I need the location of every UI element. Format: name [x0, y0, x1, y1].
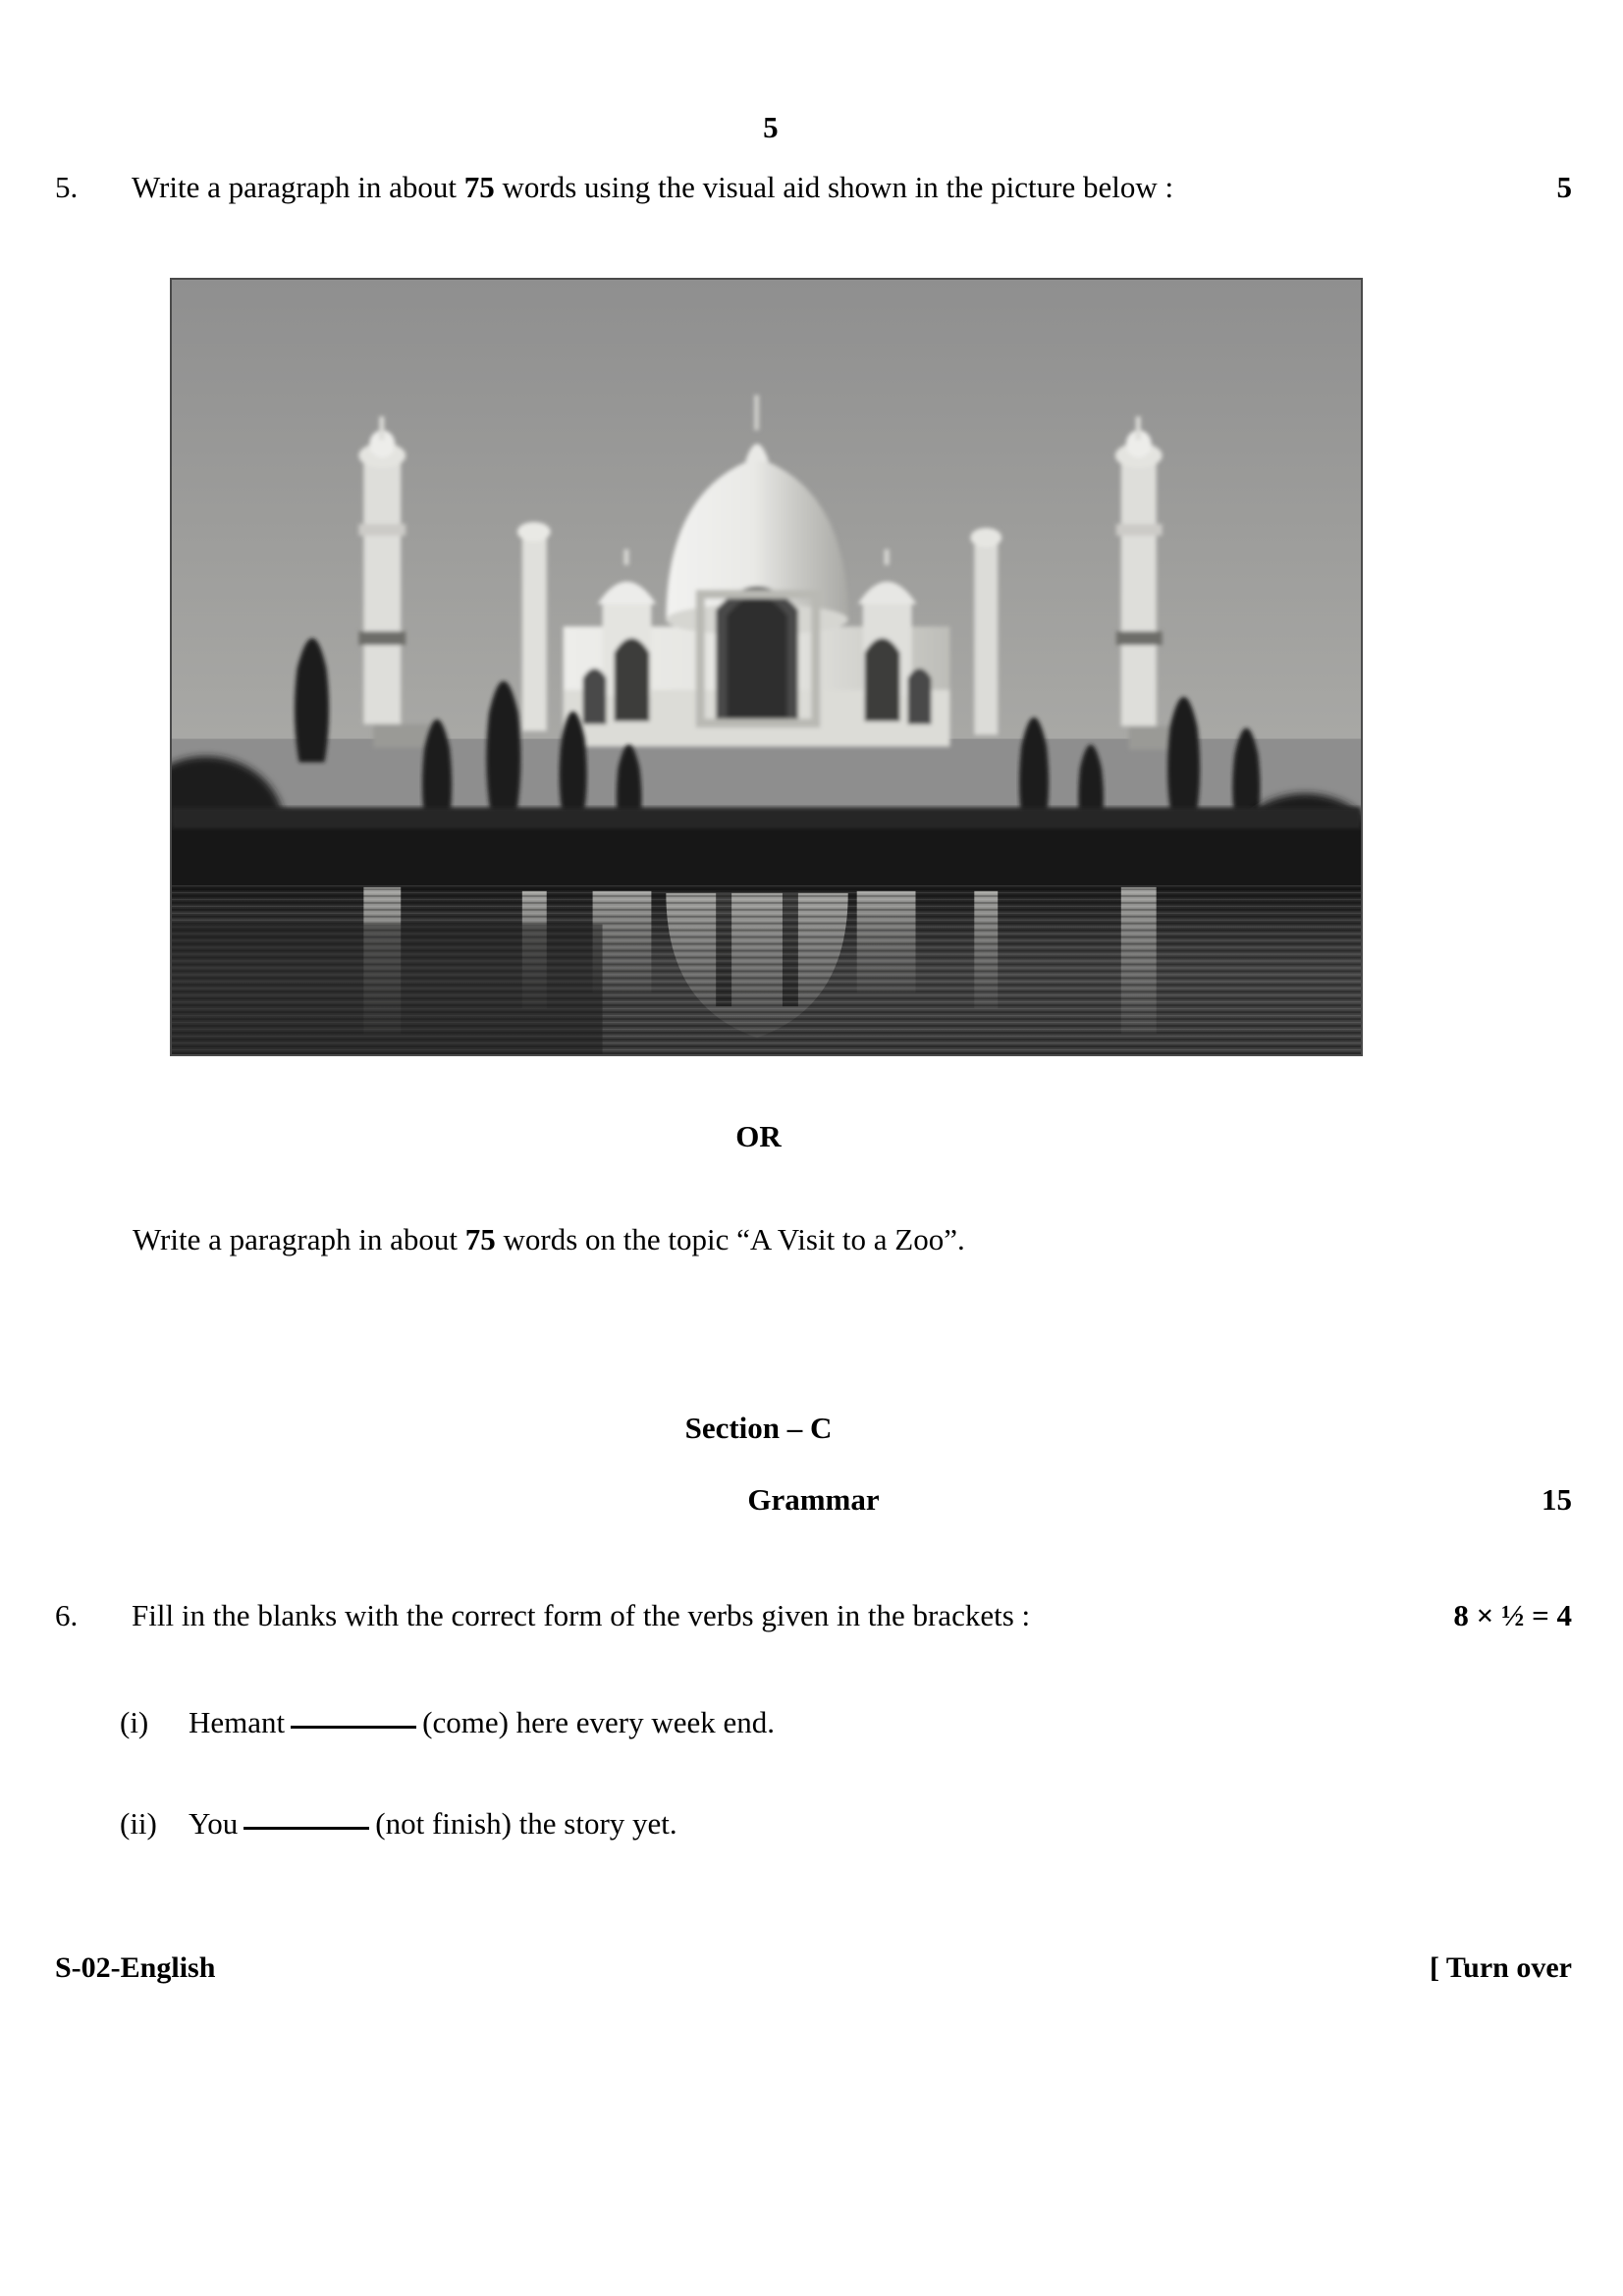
turn-over-label: [ Turn over [1429, 1951, 1572, 1984]
question-5-number: 5. [55, 170, 79, 204]
fill-blank-before-i: Hemant [189, 1705, 286, 1739]
or-divider: OR [735, 1119, 782, 1153]
alternate-question-word-count: 75 [464, 1222, 496, 1256]
paper-code: S-02-English [55, 1951, 216, 1984]
question-6-text: Fill in the blanks with the correct form of the verbs given in the brackets : [132, 1598, 1031, 1632]
fill-blank-after-i: (come) here every week end. [422, 1705, 776, 1739]
question-5-marks: 5 [1556, 170, 1572, 204]
alternate-question-part1: Write a paragraph in about [133, 1222, 465, 1256]
fill-blank-label-ii: (ii) [120, 1806, 157, 1841]
taj-mahal-image [170, 278, 1363, 1056]
section-subtitle-row [55, 1482, 1572, 1518]
question-5-text-part1: Write a paragraph in about [132, 170, 464, 204]
fill-blank-before-ii: You [189, 1806, 239, 1841]
question-6-number: 6. [55, 1598, 79, 1632]
page-number: 5 [763, 110, 779, 144]
answer-blank-i[interactable] [291, 1706, 416, 1729]
taj-mahal-illustration [172, 280, 1361, 1054]
question-5-text-part2: words using the visual aid shown in the picture below : [494, 170, 1174, 204]
fill-blank-label-i: (i) [120, 1705, 149, 1739]
alternate-question-text [133, 1222, 1507, 1257]
question-6-marks: 8 × ½ = 4 [1453, 1598, 1572, 1632]
answer-blank-ii[interactable] [243, 1807, 369, 1830]
section-title: Section – C [684, 1411, 833, 1445]
question-5-row [55, 167, 1572, 208]
fill-blank-item-i [120, 1705, 775, 1740]
fill-blank-after-ii: (not finish) the story yet. [375, 1806, 677, 1841]
alternate-question-part2: words on the topic “A Visit to a Zoo”. [495, 1222, 965, 1256]
question-5-word-count: 75 [463, 170, 495, 204]
fill-blank-text-i [189, 1705, 775, 1740]
section-subtitle: Grammar [747, 1482, 880, 1517]
section-marks: 15 [1542, 1482, 1572, 1517]
fill-blank-item-ii [120, 1806, 677, 1842]
question-5-text [132, 167, 1431, 208]
page-footer [55, 1951, 1572, 1985]
fill-blank-text-ii [189, 1806, 677, 1842]
question-6-row [55, 1595, 1572, 1636]
